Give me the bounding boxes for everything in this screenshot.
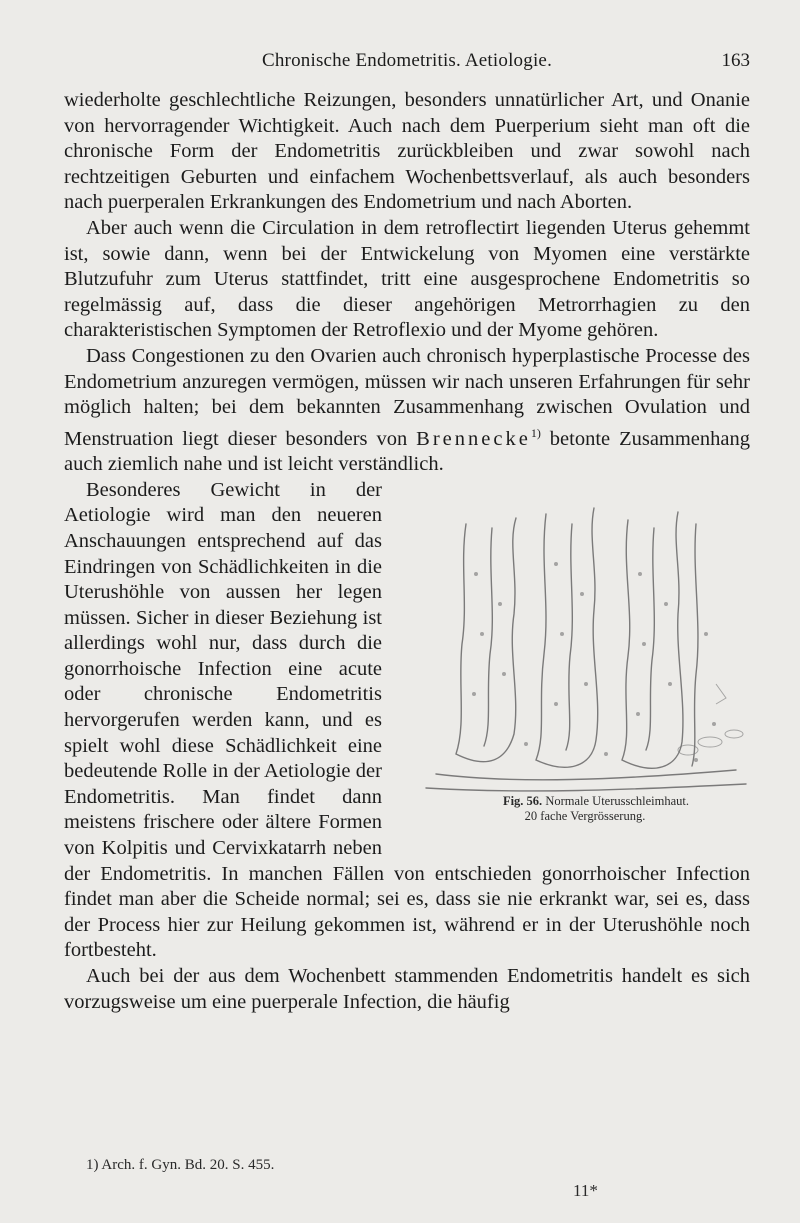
paragraph-text: Dass Congestionen zu den Ovarien auch chronisch hyperplastische Processe des Endometrium anzuregen vermögen, müssen wir nach unseren Erfahrungen für sehr möglich halten; bei dem bekannten Zusammenhang zwischen Ovulation und Menstruation liegt dieser besonders von <box>64 344 750 450</box>
page-number: 163 <box>721 50 750 71</box>
paragraph-text: Besonderes Gewicht in der Aetiologie wird man den neueren Anschauungen entsprechend auf das Eindringen von Schädlichkeiten in die Uterushöhle von aussen her legen müssen. Sicher in dieser Beziehung ist allerdings wohl nur, dass durch die gonorrhoische Infection eine acute oder chronische Endometritis hervorgerufen werden kann, und es spielt wohl diese Schädlichkeit eine bedeutende Rolle in der Aetiologie der Endometritis. Man findet dann meistens frischere oder ältere Formen von Kolpitis und Cervixkatarrh neben der Endometritis. In manchen Fällen von entschieden gonorrhoischer Infection findet man aber die Scheide normal; sei es, dass sie nie erkrankt war, sei es, dass der Process hier zur Heilung gekommen ist, während er in der Uterushöhle noch fortbesteht. <box>64 478 750 962</box>
histology-illustration <box>396 484 758 794</box>
figure-56 <box>396 484 758 846</box>
paragraph: wiederholte geschlechtliche Reizungen, besonders unnatürlicher Art, und Onanie von hervorragender Wichtigkeit. Auch nach dem Puerperium sieht man oft die chronische Form der Endometritis zurückbleiben und zwar sowohl nach rechtzeitigen Geburten und einfachem Wochenbettsverlauf, als auch besonders nach puerperalen Erkrankungen des Endometrium und nach Aborten. <box>64 89 750 214</box>
figure-caption <box>412 794 758 824</box>
header-title: Chronische Endometritis. Aetiologie. <box>261 50 553 71</box>
paragraph: Auch bei der aus dem Wochenbett stammenden Endometritis handelt es sich vorzugsweise um eine puerperale Infection, die häufig <box>64 965 750 1013</box>
sheet-signature: 11* <box>573 1181 598 1200</box>
footnote-ref: 1) <box>530 425 541 440</box>
figure-title: Normale Uterusschleimhaut. <box>545 793 690 808</box>
author-name: Brennecke <box>416 427 531 450</box>
body-text <box>64 88 750 1015</box>
figure-label: Fig. 56. <box>502 793 543 808</box>
paragraph <box>64 478 750 964</box>
figure-magnification: 20 fache Vergrösserung. <box>524 808 646 823</box>
paragraph-text: betonte Zusammenhang auch ziemlich nahe und ist leicht verständlich. <box>64 427 751 476</box>
running-header <box>64 50 750 80</box>
footnote: 1) Arch. f. Gyn. Bd. 20. S. 455. <box>86 1157 275 1173</box>
paragraph: Aber auch wenn die Circulation in dem retroflectirt liegenden Uterus gehemmt ist, sowie dann, wenn bei der Entwickelung von Myomen eine verstärkte Blutzufuhr zum Uterus stattfindet, tritt eine ausgesprochene Endometritis so regelmässig auf, dass die dieser angehörigen Metrorrhagien zu den charakteristischen Symptomen der Retroflexio und der Myome gehören. <box>64 216 750 342</box>
paragraph <box>64 344 750 478</box>
